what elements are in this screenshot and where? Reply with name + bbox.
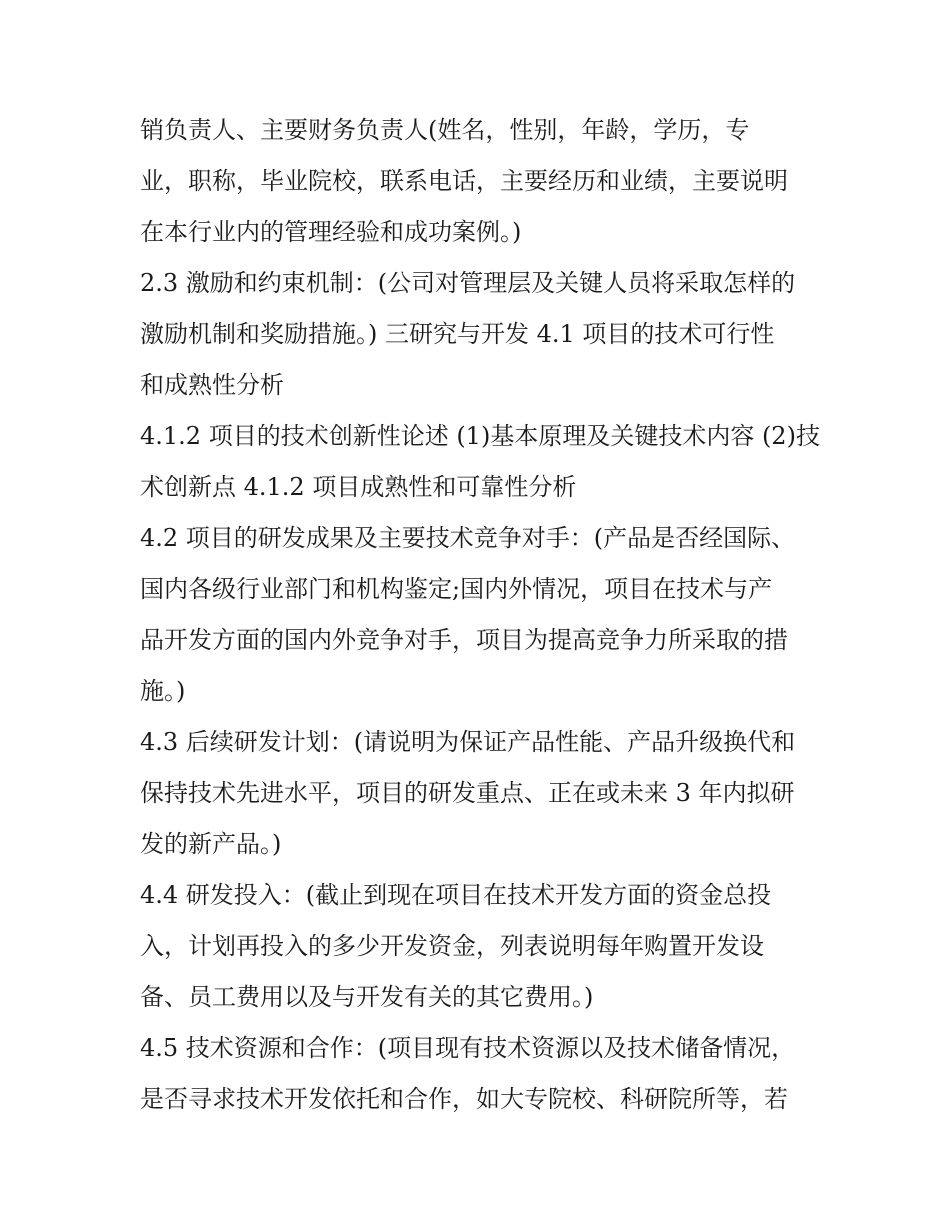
text-line: 品开发方面的国内外竞争对手，项目为提高竞争力所采取的措 (140, 626, 788, 654)
text-line: 激励机制和奖励措施。) 三研究与开发 4.1 项目的技术可行性 (140, 320, 775, 348)
text-line: 施。) (140, 677, 186, 705)
text-line: 4.4 研发投入：(截止到现在项目在技术开发方面的资金总投 (140, 881, 772, 909)
text-line: 业，职称，毕业院校，联系电话，主要经历和业绩，主要说明 (140, 167, 788, 195)
text-line: 国内各级行业部门和机构鉴定;国内外情况，项目在技术与产 (140, 575, 773, 603)
text-line: 4.1.2 项目的技术创新性论述 (1)基本原理及关键技术内容 (2)技 (140, 422, 820, 450)
text-line: 发的新产品。) (140, 830, 282, 858)
text-line: 术创新点 4.1.2 项目成熟性和可靠性分析 (140, 473, 577, 501)
text-line: 4.2 项目的研发成果及主要技术竞争对手：(产品是否经国际、 (140, 524, 796, 552)
text-line: 保持技术先进水平，项目的研发重点、正在或未来 3 年内拟研 (140, 779, 795, 807)
text-line: 和成熟性分析 (140, 371, 284, 399)
text-line: 在本行业内的管理经验和成功案例。) (140, 218, 522, 246)
text-line: 入，计划再投入的多少开发资金，列表说明每年购置开发设 (140, 932, 764, 960)
text-line: 是否寻求技术开发依托和合作，如大专院校、科研院所等，若 (140, 1085, 788, 1113)
text-line: 4.3 后续研发计划：(请说明为保证产品性能、产品升级换代和 (140, 728, 796, 756)
text-line: 2.3 激励和约束机制：(公司对管理层及关键人员将采取怎样的 (140, 269, 796, 297)
text-line: 4.5 技术资源和合作：(项目现有技术资源以及技术储备情况， (140, 1034, 796, 1062)
text-line: 销负责人、主要财务负责人(姓名，性别，年龄，学历，专 (140, 116, 750, 144)
text-line: 备、员工费用以及与开发有关的其它费用。) (140, 983, 594, 1011)
